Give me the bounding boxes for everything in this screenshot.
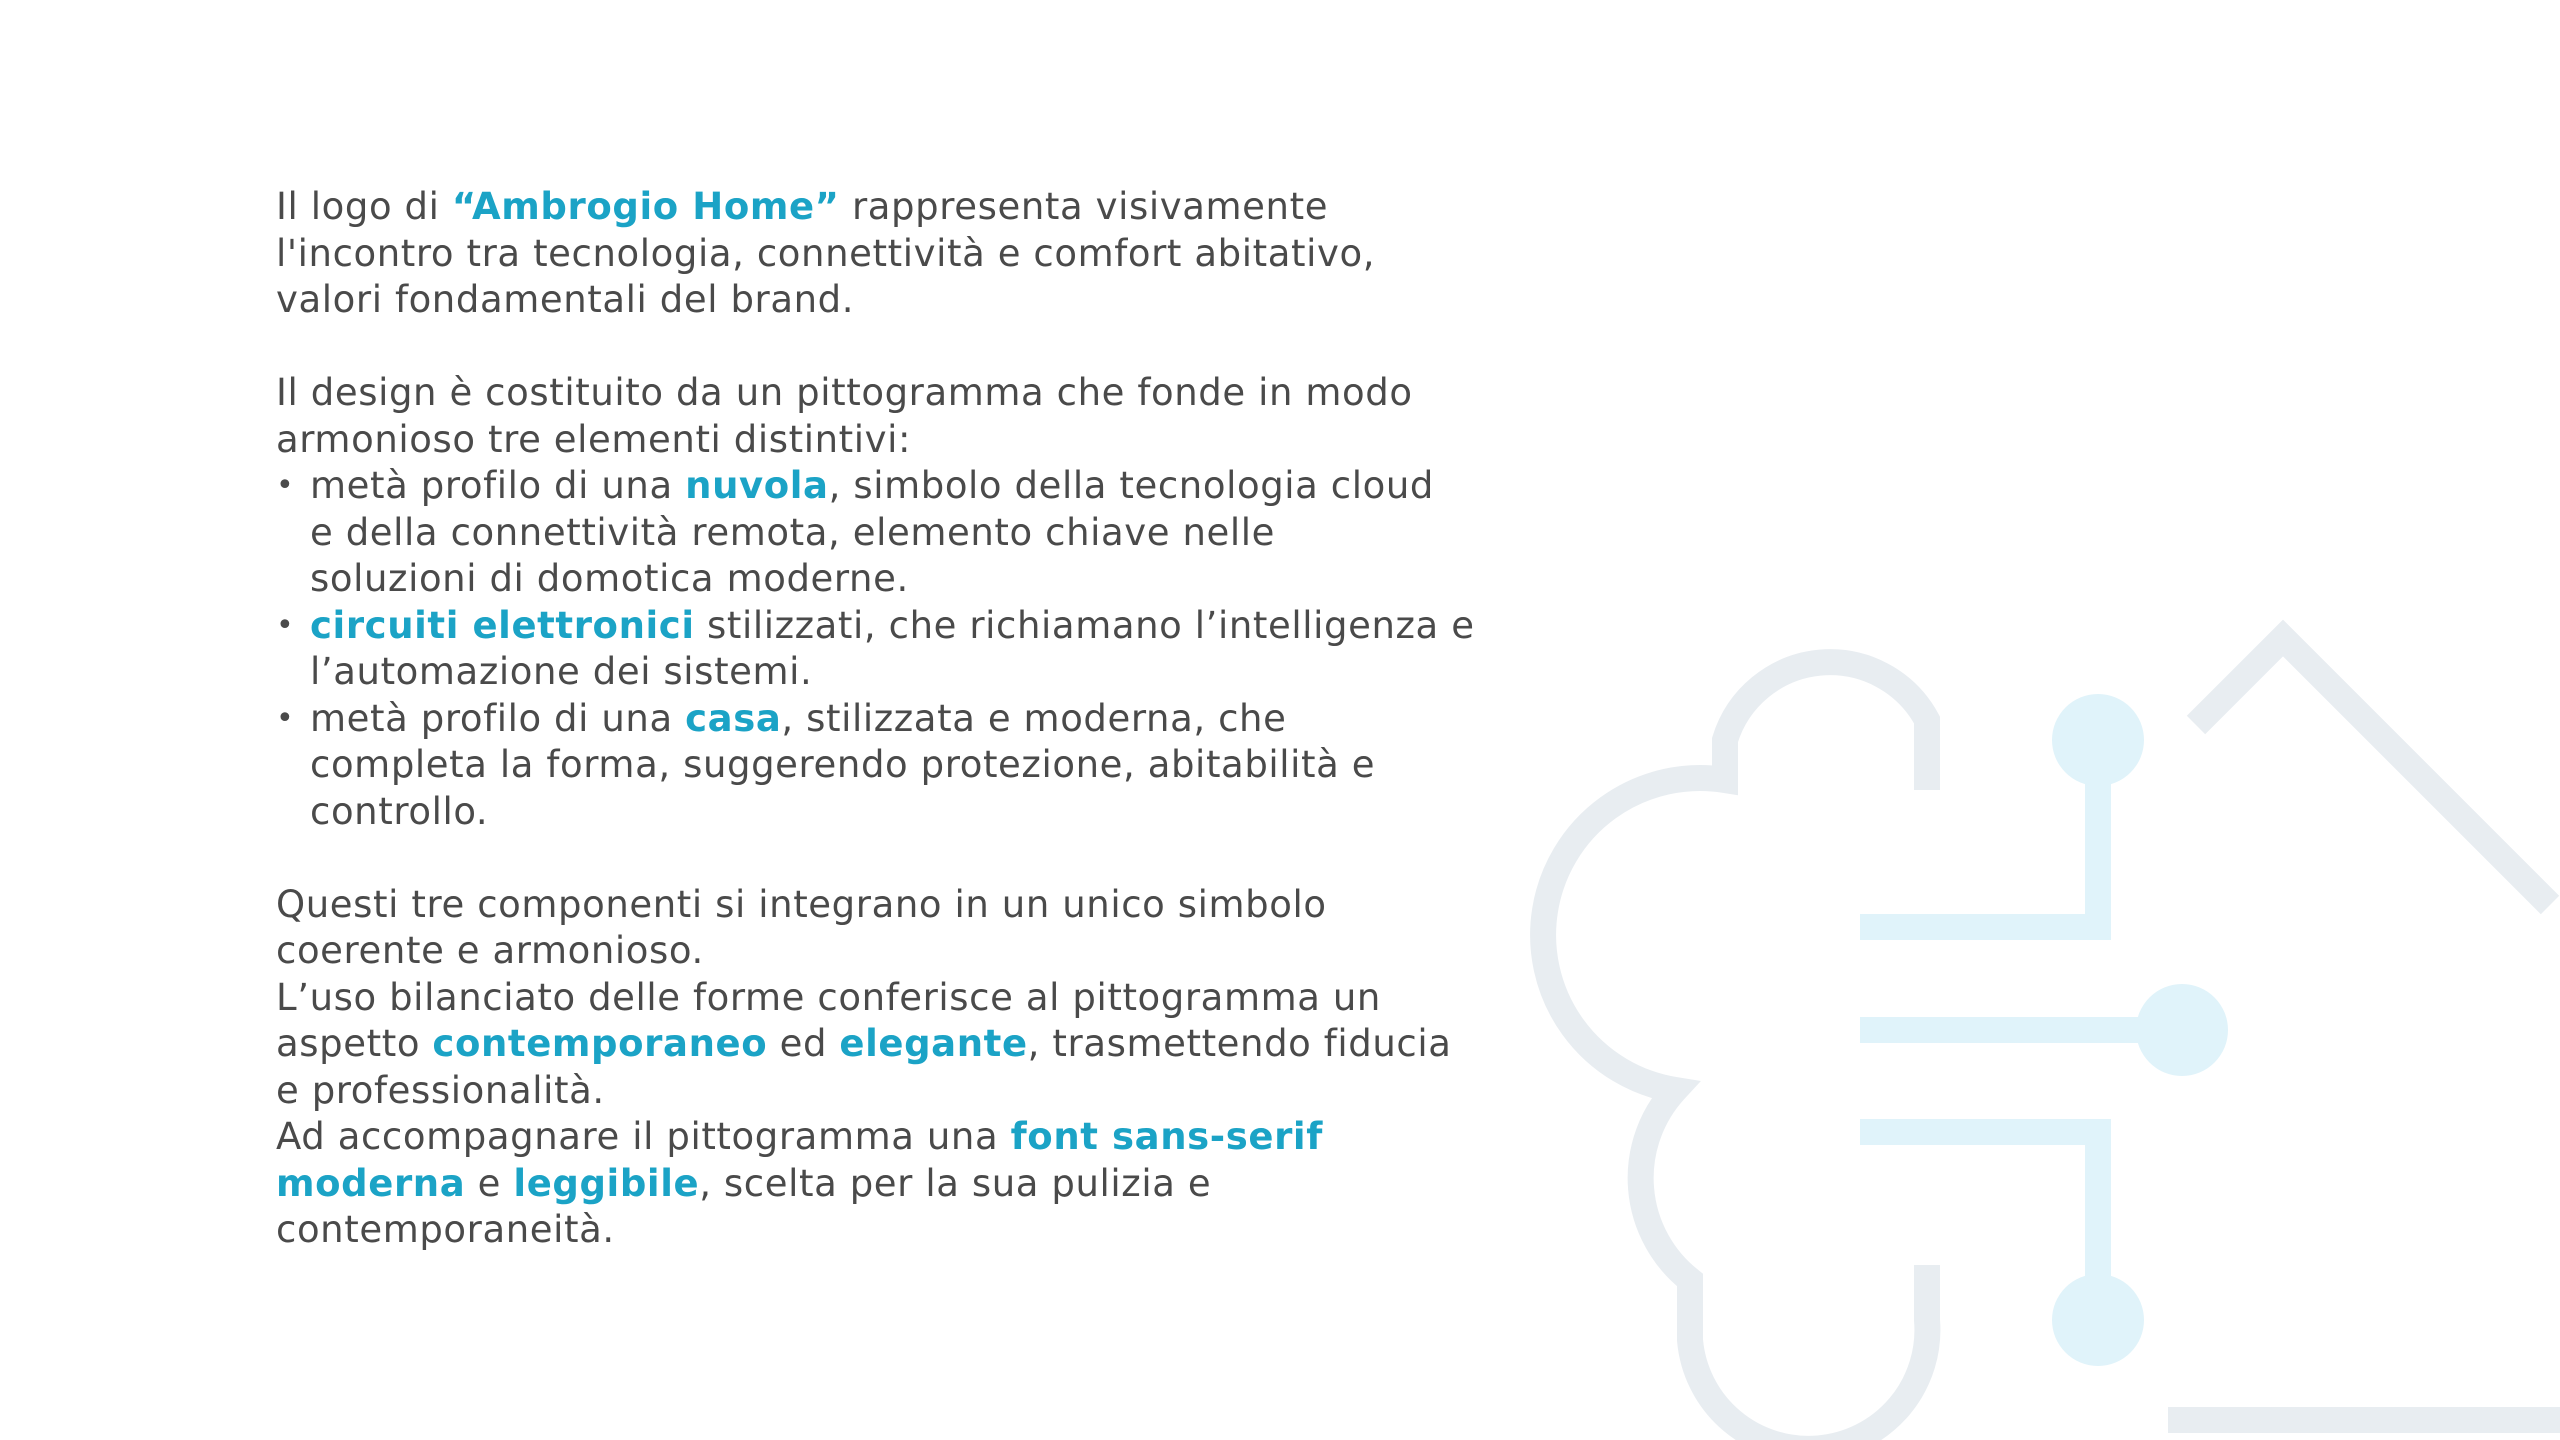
summary-text: , trasmettendo fiducia	[1027, 1022, 1452, 1065]
list-item-text: soluzioni di domotica moderne.	[310, 557, 909, 600]
highlight-font: font sans-serif	[1010, 1115, 1323, 1158]
list-item	[276, 696, 1576, 836]
intro-text: Il logo di	[276, 185, 452, 228]
highlight-cloud: nuvola	[685, 464, 829, 507]
elements-list	[276, 463, 1576, 835]
list-item	[276, 603, 1576, 696]
intro-text: rappresenta visivamente	[839, 185, 1329, 228]
summary-text: L’uso bilanciato delle forme conferisce al pittogramma un	[276, 975, 1381, 1019]
list-item-text: controllo.	[310, 789, 489, 833]
summary-paragraph	[276, 882, 1576, 1254]
summary-text: aspetto	[276, 1022, 433, 1065]
highlight-house: casa	[685, 696, 782, 740]
design-text: armonioso tre elementi distintivi:	[276, 417, 912, 461]
intro-text: valori fondamentali del brand.	[276, 278, 855, 321]
list-item-text: , stilizzata e moderna, che	[781, 696, 1287, 740]
intro-paragraph	[276, 184, 1576, 324]
design-text: Il design è costituito da un pittogramma che fonde in modo	[276, 371, 1413, 414]
brand-name: “Ambrogio Home”	[451, 185, 840, 228]
list-item-text: , simbolo della tecnologia cloud	[828, 464, 1434, 507]
cloud-outline-icon	[1543, 662, 1927, 1440]
highlight-contemporary: contemporaneo	[432, 1022, 768, 1065]
list-item-text: l’automazione dei sistemi.	[310, 650, 813, 693]
bullet: •	[276, 607, 295, 643]
highlight-circuits: circuiti elettronici	[310, 603, 695, 647]
summary-text: Questi tre componenti si integrano in un unico simbolo	[276, 882, 1327, 926]
list-item-text: completa la forma, suggerendo protezione, abitabilità e	[310, 743, 1376, 786]
highlight-modern: moderna	[276, 1161, 466, 1205]
summary-text: Ad accompagnare il pittogramma una	[276, 1115, 1011, 1158]
list-item-text: metà profilo di una	[310, 696, 686, 740]
bullet: •	[276, 700, 295, 736]
list-item-text: e della connettività remota, elemento chiave nelle	[310, 510, 1276, 554]
summary-text: e professionalità.	[276, 1068, 605, 1112]
list-item-text: metà profilo di una	[310, 464, 686, 507]
summary-text: ed	[767, 1022, 840, 1065]
intro-text: l'incontro tra tecnologia, connettività e comfort abitativo,	[276, 231, 1376, 275]
summary-text: , scelta per la sua pulizia e	[699, 1161, 1212, 1205]
bullet: •	[276, 468, 295, 503]
logo-description	[276, 184, 1576, 1254]
list-item	[276, 463, 1576, 603]
highlight-elegant: elegante	[839, 1022, 1028, 1065]
summary-text: coerente e armonioso.	[276, 929, 704, 972]
brand-pictogram	[1520, 610, 2560, 1440]
design-paragraph	[276, 370, 1576, 463]
summary-text: e	[465, 1161, 514, 1205]
highlight-readable: leggibile	[513, 1161, 700, 1205]
summary-text: contemporaneità.	[276, 1208, 615, 1251]
list-item-text: stilizzati, che richiamano l’intelligenza e	[694, 603, 1475, 647]
